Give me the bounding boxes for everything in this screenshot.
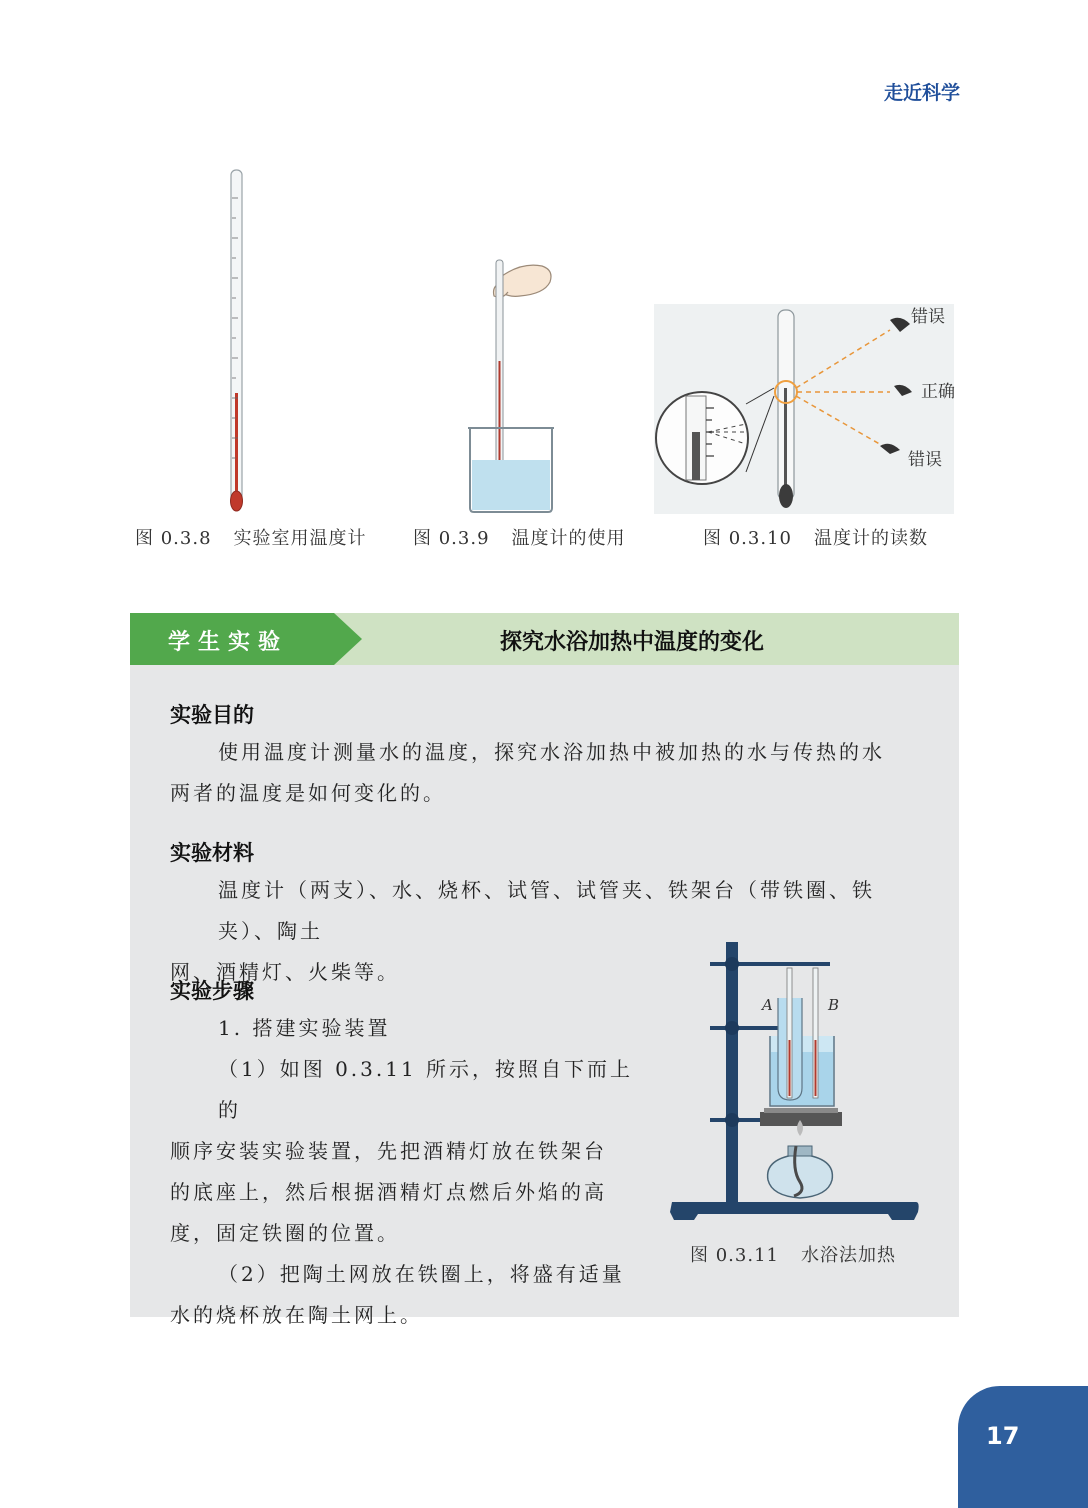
thermometer-use-figure: [462, 256, 562, 514]
thermometer-reading-figure: [654, 296, 960, 514]
reading-label-wrong-top: 错误: [911, 307, 945, 327]
figure-caption-0-3-10: 图 0.3.10 温度计的读数: [703, 528, 928, 549]
figure-caption-0-3-8: 图 0.3.8 实验室用温度计: [135, 528, 367, 549]
steps-heading: 实验步骤: [170, 979, 254, 1003]
materials-heading: 实验材料: [170, 841, 254, 865]
figure-caption-0-3-9: 图 0.3.9 温度计的使用: [413, 528, 626, 549]
lab-thermometer-figure: [222, 168, 252, 514]
purpose-heading: 实验目的: [170, 703, 254, 727]
reading-label-wrong-bottom: 错误: [908, 450, 942, 470]
page-number-tab: [958, 1386, 1088, 1508]
experiment-tag-label: 学生实验: [168, 630, 289, 655]
materials-text: 温度计（两支）、水、烧杯、试管、试管夹、铁架台（带铁圈、铁夹）、陶土 网、酒精灯、火柴等。: [170, 878, 875, 984]
apparatus-label-a: A: [762, 996, 773, 1014]
steps-text: 1. 搭建实验装置 （1）如图 0.3.11 所示，按照自下而上的 顺序安装实验装置，先把酒精灯放在铁架台 的底座上，然后根据酒精灯点燃后外焰的高 度，固定铁圈的位置。 （2）把陶土网放在铁圈上，将盛有适量 水的烧杯放在陶土网上。: [170, 1016, 634, 1327]
reading-label-correct: 正确: [921, 382, 955, 402]
water-bath-apparatus-figure: [668, 940, 924, 1232]
page-number: 17: [986, 1422, 1020, 1450]
experiment-title: 探究水浴加热中温度的变化: [500, 630, 765, 655]
apparatus-label-b: B: [828, 996, 840, 1014]
figure-caption-0-3-11: 图 0.3.11 水浴法加热: [690, 1245, 896, 1266]
running-header: 走近科学: [883, 82, 960, 104]
purpose-text: 使用温度计测量水的温度，探究水浴加热中被加热的水与传热的水 两者的温度是如何变化的。: [170, 740, 885, 805]
